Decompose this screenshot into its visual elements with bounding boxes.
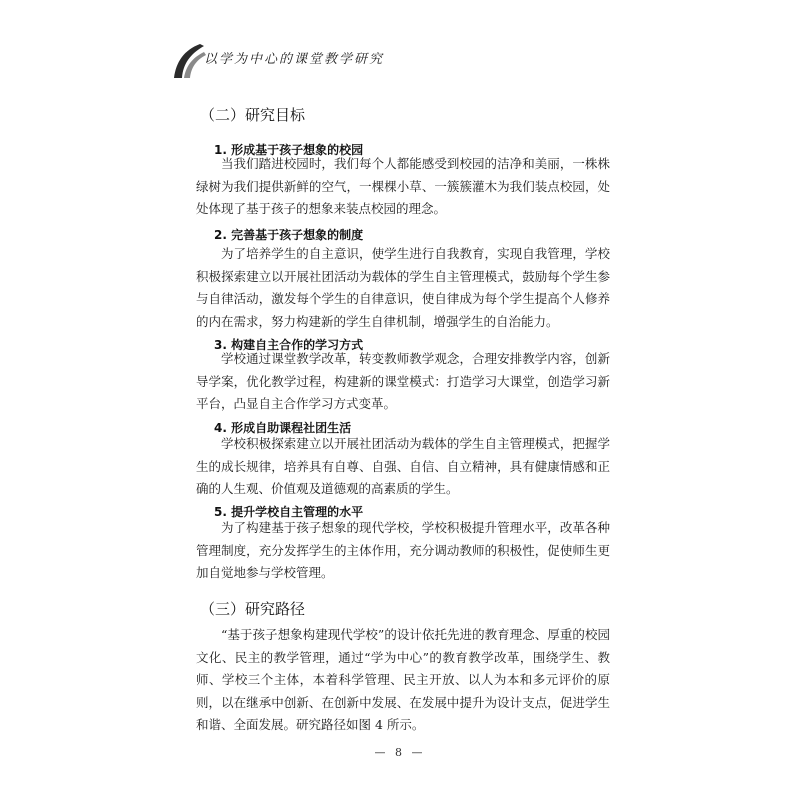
subsection-title: 5. 提升学校自主管理的水平 bbox=[214, 505, 364, 519]
subsection-title: 1. 形成基于孩子想象的校园 bbox=[214, 143, 364, 157]
running-header bbox=[170, 40, 630, 80]
section-heading: （二）研究目标 bbox=[200, 106, 306, 124]
section-heading: （三）研究路径 bbox=[200, 600, 306, 618]
paragraph: 学校通过课堂教学改革，转变教师教学观念，合理安排教学内容，创新导学案，优化教学过程，构建新的课堂模式：打造学习大课堂，创造学习新平台，凸显自主合作学习方式变革。 bbox=[196, 351, 610, 412]
paragraph: “基于孩子想象构建现代学校”的设计依托先进的教育理念、厚重的校园文化、民主的教学管理，通过“学为中心”的教育教学改革，围绕学生、教师、学校三个主体，本着科学管理、民主开放、以人为本和多元评价的原则，以在继承中创新、在创新中发展、在发展中提升为设计支点，促进学生和谐、全面发展。研究路径如图 4 所示。 bbox=[196, 627, 610, 733]
paragraph: 为了培养学生的自主意识，使学生进行自我教育，实现自我管理，学校积极探索建立以开展社团活动为载体的学生自主管理模式，鼓励每个学生参与自律活动，激发每个学生的自律意识，使自律成为每个学生提高个人修养的内在需求，努力构建新的学生自律机制，增强学生的自治能力。 bbox=[196, 246, 610, 329]
header-title: 以学为中心的课堂教学研究 bbox=[204, 52, 385, 67]
subsection-title: 4. 形成自助课程社团生活 bbox=[214, 421, 352, 435]
paragraph: 为了构建基于孩子想象的现代学校，学校积极提升管理水平，改革各种管理制度，充分发挥学生的主体作用，充分调动教师的积极性，促使师生更加自觉地参与学校管理。 bbox=[196, 520, 610, 581]
page-number: — 8 — bbox=[374, 746, 426, 759]
subsection-title: 2. 完善基于孩子想象的制度 bbox=[214, 228, 364, 242]
subsection-title: 3. 构建自主合作的学习方式 bbox=[214, 338, 364, 352]
paragraph: 学校积极探索建立以开展社团活动为载体的学生自主管理模式，把握学生的成长规律，培养具有自尊、自强、自信、自立精神，具有健康情感和正确的人生观、价值观及道德观的高素质的学生。 bbox=[196, 436, 610, 497]
paragraph: 当我们踏进校园时，我们每个人都能感受到校园的洁净和美丽，一株株绿树为我们提供新鲜的空气，一棵棵小草、一簇簇灌木为我们装点校园，处处体现了基于孩子的想象来装点校园的理念。 bbox=[196, 156, 610, 217]
